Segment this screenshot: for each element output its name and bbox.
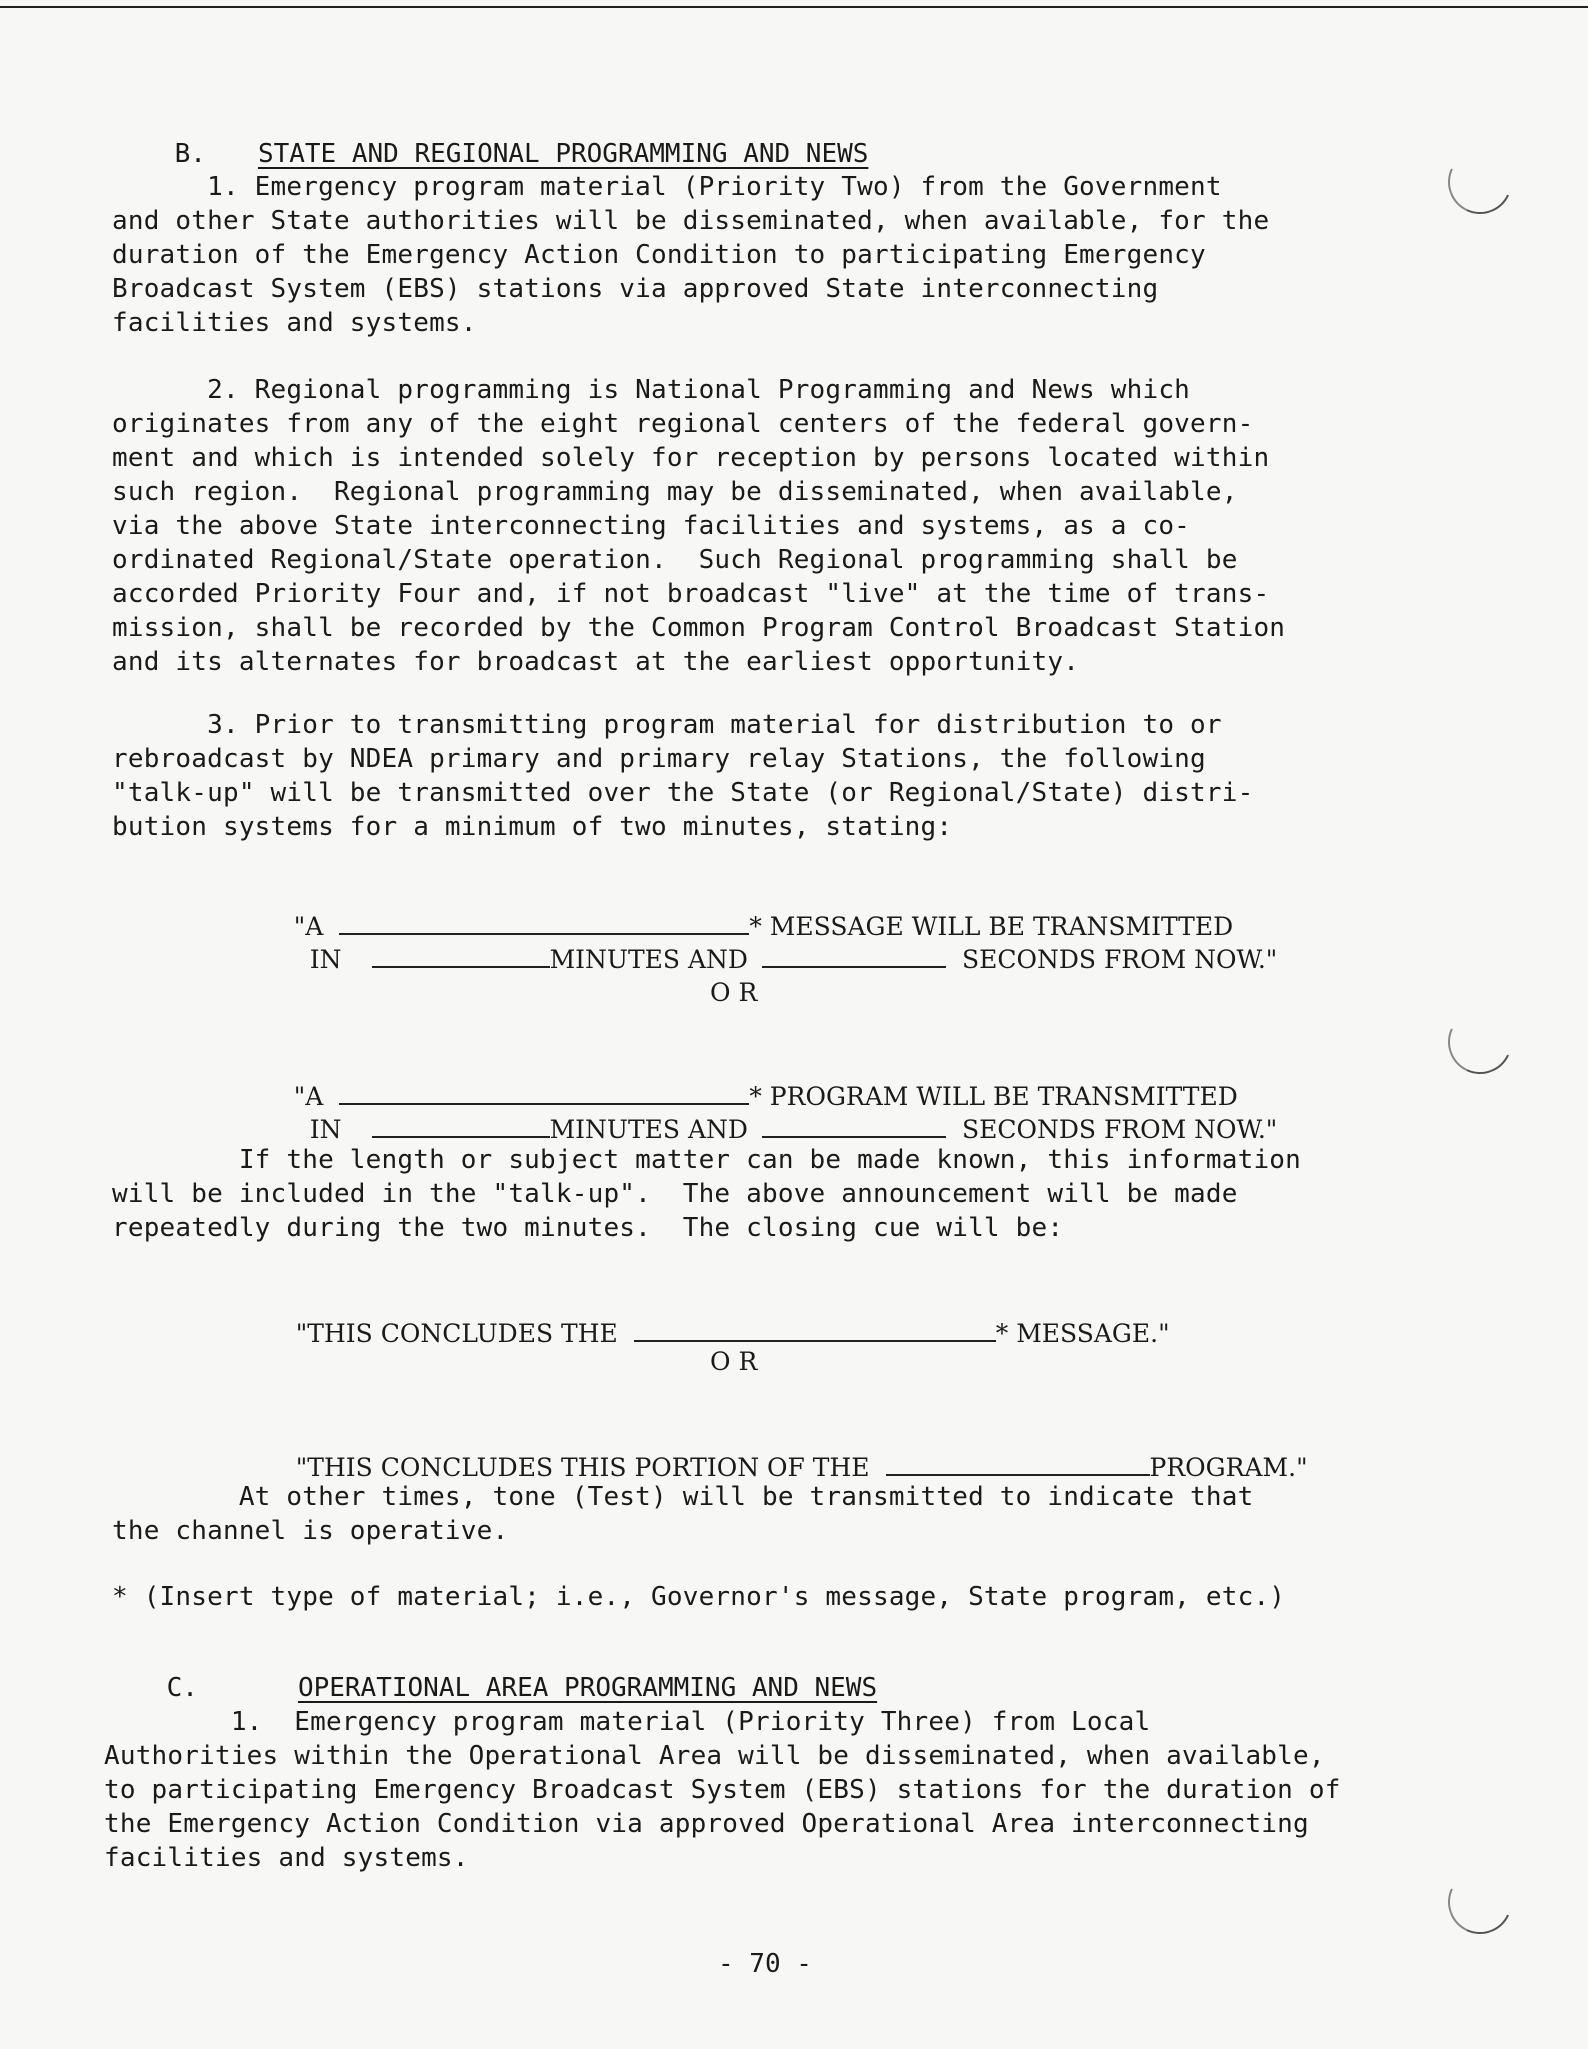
section-b-letter: B. <box>174 139 206 169</box>
text-line: "talk-up" will be transmitted over the State (or Regional/State) distri- <box>112 778 1254 808</box>
closing-message-suffix: * MESSAGE." <box>995 1319 1170 1348</box>
closing-program-suffix: PROGRAM." <box>1149 1453 1308 1482</box>
in-label: IN <box>309 1115 342 1144</box>
minutes-blank <box>372 1110 550 1138</box>
quote-open: "A <box>293 1082 324 1111</box>
text-line: bution systems for a minimum of two minutes, stating: <box>112 812 953 842</box>
or-separator-2: O R <box>710 1347 758 1376</box>
text-line: duration of the Emergency Action Condition to participating Emergency <box>112 240 1206 270</box>
program-will-be-transmitted: * PROGRAM WILL BE TRANSMITTED <box>749 1082 1238 1111</box>
text-line: At other times, tone (Test) will be transmitted to indicate that <box>112 1482 1254 1512</box>
closing-program-blank <box>886 1448 1150 1476</box>
closing-cue-text: "THIS CONCLUDES THE <box>295 1319 618 1348</box>
section-c-letter: C. <box>166 1673 198 1703</box>
text-line: will be included in the "talk-up". The above announcement will be made <box>112 1179 1238 1209</box>
text-line: accorded Priority Four and, if not broadcast "live" at the time of trans- <box>112 579 1270 609</box>
message-will-be-transmitted: * MESSAGE WILL BE TRANSMITTED <box>749 912 1234 941</box>
text-line: repeatedly during the two minutes. The closing cue will be: <box>112 1213 1064 1243</box>
text-line: the channel is operative. <box>112 1516 509 1546</box>
section-b-paragraph-2 <box>112 373 1285 679</box>
text-line: ment and which is intended solely for reception by persons located within <box>112 443 1270 473</box>
text-line: 3. Prior to transmitting program material for distribution to or <box>112 710 1222 740</box>
section-b-paragraph-1 <box>112 170 1269 340</box>
text-line: such region. Regional programming may be disseminated, when available, <box>112 477 1238 507</box>
section-b-paragraph-3 <box>112 708 1253 844</box>
text-line: Authorities within the Operational Area will be disseminated, when available, <box>104 1741 1325 1771</box>
text-line: Broadcast System (EBS) stations via approved State interconnecting <box>112 274 1159 304</box>
seconds-from-now-label: SECONDS FROM NOW." <box>961 945 1278 974</box>
section-b-title: STATE AND REGIONAL PROGRAMMING AND NEWS <box>257 139 869 169</box>
binder-hole-bottom <box>1439 1861 1521 1943</box>
seconds-blank <box>762 1110 946 1138</box>
text-line: If the length or subject matter can be made known, this information <box>112 1145 1301 1175</box>
section-b-paragraph-4 <box>112 1143 1301 1245</box>
page-number: - 70 - <box>718 1949 812 1979</box>
seconds-from-now-label: SECONDS FROM NOW." <box>961 1115 1278 1144</box>
talkup-message-line-2 <box>278 906 1277 1011</box>
section-c-title: OPERATIONAL AREA PROGRAMMING AND NEWS <box>297 1673 878 1703</box>
section-c-paragraph-1 <box>104 1705 1341 1875</box>
text-line: via the above State interconnecting facilities and systems, as a co- <box>112 511 1191 541</box>
page-top-edge <box>0 6 1588 8</box>
seconds-blank <box>762 940 946 968</box>
closing-cue-text: "THIS CONCLUDES THIS PORTION OF THE <box>295 1453 870 1482</box>
text-line: and other State authorities will be disseminated, when available, for the <box>112 206 1270 236</box>
text-line: mission, shall be recorded by the Common Program Control Broadcast Station <box>112 613 1286 643</box>
text-line: 1. Emergency program material (Priority Two) from the Government <box>112 172 1222 202</box>
text-line: rebroadcast by NDEA primary and primary relay Stations, the following <box>112 744 1206 774</box>
text-line: facilities and systems. <box>112 308 477 338</box>
text-line: to participating Emergency Broadcast System (EBS) stations for the duration of <box>104 1775 1341 1805</box>
or-separator-1: O R <box>710 978 758 1007</box>
text-line: ordinated Regional/State operation. Such Regional programming shall be <box>112 545 1238 575</box>
binder-hole-top <box>1439 141 1521 223</box>
text-line: facilities and systems. <box>104 1843 469 1873</box>
minutes-blank <box>372 940 550 968</box>
text-line: 1. Emergency program material (Priority Three) from Local <box>104 1707 1151 1737</box>
text-line: originates from any of the eight regional centers of the federal govern- <box>112 409 1254 439</box>
text-line: the Emergency Action Condition via approved Operational Area interconnecting <box>104 1809 1309 1839</box>
minutes-and-label: MINUTES AND <box>549 1115 748 1144</box>
minutes-and-label: MINUTES AND <box>549 945 748 974</box>
text-line: 2. Regional programming is National Programming and News which <box>112 375 1191 405</box>
section-b-paragraph-5 <box>112 1480 1253 1548</box>
binder-hole-middle <box>1439 1001 1521 1083</box>
text-line: and its alternates for broadcast at the earliest opportunity. <box>112 647 1080 677</box>
closing-message-blank <box>634 1314 996 1342</box>
insert-type-footnote: * (Insert type of material; i.e., Governor's message, State program, etc.) <box>112 1582 1286 1612</box>
quote-open: "A <box>293 912 324 941</box>
in-label: IN <box>309 945 342 974</box>
